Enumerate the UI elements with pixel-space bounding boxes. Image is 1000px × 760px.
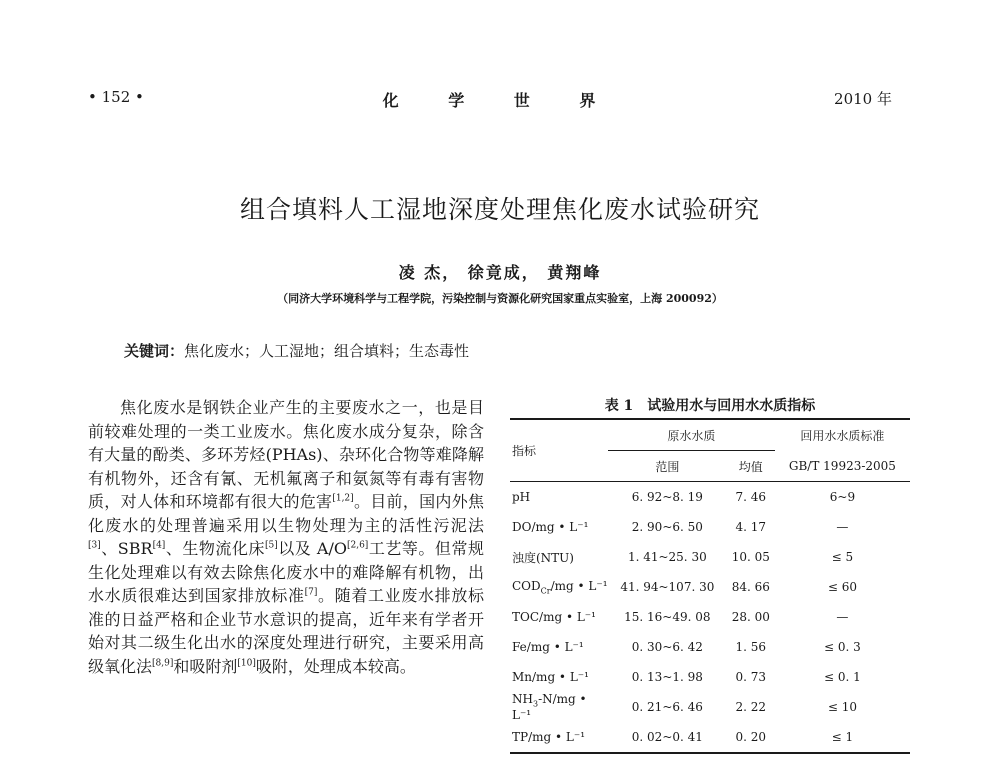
range-cell: 6. 92~8. 19 (631, 490, 703, 504)
range-cell: 0. 13~1. 98 (631, 670, 703, 684)
mean-cell: 84. 66 (731, 580, 770, 594)
citation-ref: [3] (88, 540, 101, 551)
table-body (510, 482, 910, 754)
publication-year: 2010 年 (834, 90, 892, 108)
text-run: 、生物流化床 (165, 539, 265, 558)
range-cell: 0. 21~6. 46 (631, 700, 703, 715)
standard-cell: ≤ 5 (831, 550, 854, 564)
header-indicator: 指标 (510, 419, 608, 482)
intro-paragraph (88, 396, 484, 678)
table-row (510, 602, 910, 632)
header-range: 范围 (608, 451, 727, 482)
water-quality-table (510, 418, 910, 754)
indicator-cell: TOC/mg • L⁻¹ (512, 610, 596, 624)
indicator-name: NH (512, 692, 533, 706)
indicator-cell: 浊度(NTU) (512, 550, 574, 565)
indicator-cell (510, 692, 608, 722)
range-cell: 0. 30~6. 42 (631, 640, 703, 654)
mean-cell: 0. 20 (727, 722, 775, 753)
indicator-subscript: 3 (532, 699, 539, 709)
author-affiliation: （同济大学环境科学与工程学院，污染控制与资源化研究国家重点实验室，上海 200092） (277, 292, 723, 305)
indicator-unit: -N/mg • L⁻¹ (512, 692, 587, 723)
keywords-label: 关键词： (124, 342, 185, 360)
text-run: 以及 A/O (277, 539, 347, 558)
range-cell: 2. 90~6. 50 (631, 520, 703, 534)
text-run: 焦化废水是钢铁企业产生的主要废水之一，也是目前较难处理的一类工业废水。焦化废水成分复杂，除含有大量的酚类、多环芳烃(PHAs)、杂环化合物等难降解有机物外，还含有氰、无机氟离子和氨氮等有毒有害物质，对人体和环境都有很大的危害 (88, 398, 484, 511)
page-number: • 152 • (88, 88, 144, 106)
standard-cell: ≤ 0. 1 (824, 670, 861, 684)
header-standard-line1: 回用水水质标准 (775, 419, 910, 451)
article-title: 组合填料人工湿地深度处理焦化废水试验研究 (239, 195, 760, 224)
range-cell: 15. 16~49. 08 (624, 610, 711, 624)
header-raw-water: 原水水质 (608, 419, 775, 451)
running-header (0, 88, 1000, 112)
citation-ref: [4] (152, 540, 166, 551)
table-row (510, 692, 910, 722)
range-cell: 41. 94~107. 30 (620, 580, 715, 594)
text-run: 工艺等。但常规生化处理难以有效去除焦化废水中的难降解有机物，出水水质很难达到国家排放标准 (88, 539, 484, 605)
indicator-unit: /mg • L⁻¹ (550, 578, 608, 593)
citation-ref: [7] (304, 587, 318, 598)
text-run: 。目前，国内外焦化废水的处理普遍采用以生物处理为主的活性污泥法 (88, 492, 484, 535)
journal-name: 化 学 世 界 (382, 91, 618, 110)
table-caption: 表 1 试验用水与回用水水质指标 (604, 398, 816, 414)
citation-ref: [5] (264, 540, 278, 551)
standard-cell: ≤ 0. 3 (824, 640, 861, 654)
indicator-cell (510, 572, 608, 602)
table-row (510, 512, 910, 542)
indicator-cell: DO/mg • L⁻¹ (512, 520, 589, 534)
header-standard-line2: GB/T 19923-2005 (775, 451, 910, 482)
table-row (510, 722, 910, 753)
table-row (510, 632, 910, 662)
text-run: 。随着工业废水排放标准的日益严格和企业节水意识的提高，近年来有学者开始对其二级生化出水的深度处理进行研究，主要采用高级氧化法 (88, 586, 484, 676)
table-row (510, 662, 910, 692)
citation-ref: [10] (237, 658, 256, 669)
keywords-text: 焦化废水；人工湿地；组合填料；生态毒性 (184, 342, 470, 360)
indicator-cell: Fe/mg • L⁻¹ (512, 640, 584, 654)
keywords-line (124, 340, 469, 361)
range-cell: 1. 41~25. 30 (627, 550, 707, 564)
table-row (510, 482, 910, 513)
mean-cell: 2. 22 (735, 700, 767, 715)
table-row (510, 572, 910, 602)
text-run: 、SBR (100, 539, 153, 558)
indicator-cell: TP/mg • L⁻¹ (510, 722, 608, 753)
citation-ref: [2,6] (346, 540, 369, 551)
standard-cell: ≤ 60 (827, 580, 857, 594)
mean-cell: 10. 05 (731, 550, 770, 564)
author-list: 凌 杰， 徐竟成， 黄翔峰 (398, 263, 602, 282)
indicator-name: COD (512, 578, 541, 593)
indicator-cell: Mn/mg • L⁻¹ (512, 670, 589, 684)
citation-ref: [1,2] (332, 493, 354, 504)
body-column-left (88, 396, 484, 678)
mean-cell: 7. 46 (735, 490, 767, 504)
mean-cell: 28. 00 (731, 610, 770, 624)
mean-cell: 4. 17 (735, 520, 767, 534)
standard-cell: — (836, 520, 849, 534)
text-run: 吸附，处理成本较高。 (255, 656, 416, 676)
table-header-row (510, 419, 910, 451)
range-cell: 0. 02~0. 41 (608, 722, 727, 753)
indicator-cell: pH (512, 490, 531, 504)
standard-cell: ≤ 10 (827, 700, 857, 715)
standard-cell: — (836, 610, 849, 624)
standard-cell: 6~9 (829, 490, 856, 504)
mean-cell: 1. 56 (735, 640, 767, 654)
text-run: 和吸附剂 (173, 656, 238, 676)
table-row (510, 542, 910, 572)
indicator-subscript: Cr (540, 586, 551, 596)
standard-cell: ≤ 1 (775, 722, 910, 753)
citation-ref: [8,9] (152, 658, 174, 669)
mean-cell: 0. 73 (735, 670, 767, 684)
header-mean: 均值 (727, 451, 775, 482)
